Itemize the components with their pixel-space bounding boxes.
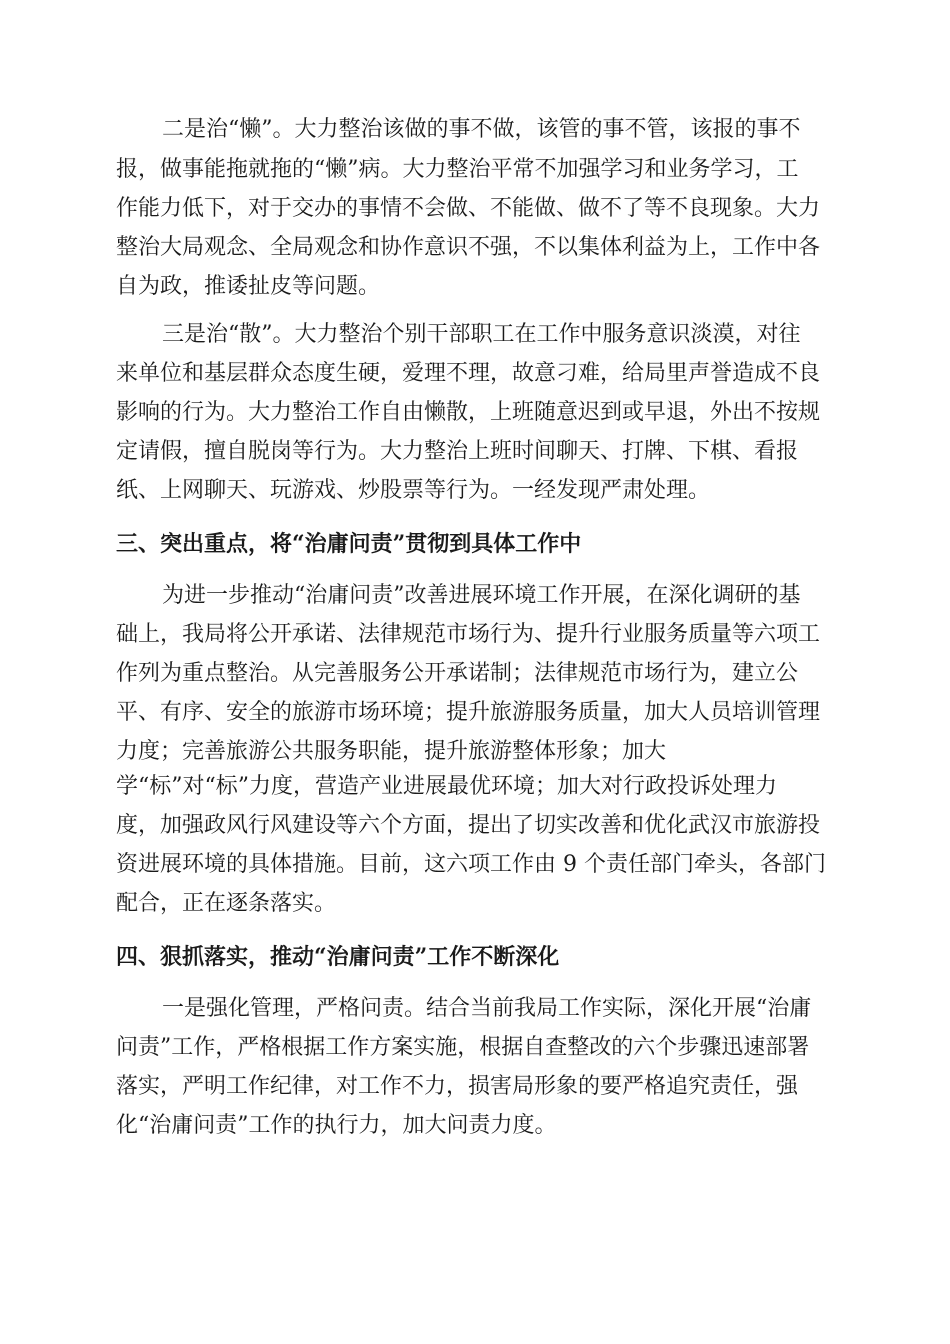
text-line: 资进展环境的具体措施。目前，这六项工作由 9 个责任部门牵头，各部门	[116, 852, 826, 877]
text-line: 平、有序、安全的旅游市场环境；提升旅游服务质量，加大人员培训管理	[116, 700, 821, 725]
text-line: 定请假，擅自脱岗等行为。大力整治上班时间聊天、打牌、下棋、看报	[116, 439, 799, 464]
section-heading-4: 四、狠抓落实，推动“治庸问责”工作不断深化	[116, 944, 560, 970]
text-line: 度，加强政风行风建设等六个方面，提出了切实改善和优化武汉市旅游投	[116, 813, 821, 838]
text-line: 础上，我局将公开承诺、法律规范市场行为、提升行业服务质量等六项工	[116, 622, 821, 647]
text-line: 纸、上网聊天、玩游戏、炒股票等行为。一经发现严肃处理。	[116, 478, 711, 503]
text-line: 影响的行为。大力整治工作自由懒散，上班随意迟到或早退，外出不按规	[116, 400, 821, 425]
text-line: 化“治庸问责”工作的执行力，加大问责力度。	[116, 1113, 557, 1138]
text-line: 落实，严明工作纪律，对工作不力，损害局形象的要严格追究责任，强	[116, 1074, 799, 1099]
text-line: 整治大局观念、全局观念和协作意识不强，不以集体利益为上，工作中各	[116, 235, 821, 260]
text-line: 学“标”对“标”力度，营造产业进展最优环境；加大对行政投诉处理力	[116, 774, 777, 799]
text-line: 来单位和基层群众态度生硬，爱理不理，故意刁难，给局里声誉造成不良	[116, 361, 821, 386]
text-line: 一是强化管理，严格问责。结合当前我局工作实际，深化开展“治庸	[162, 996, 812, 1021]
section-heading-3: 三、突出重点，将“治庸问责”贯彻到具体工作中	[116, 531, 582, 557]
text-line: 为进一步推动“治庸问责”改善进展环境工作开展，在深化调研的基	[162, 583, 801, 608]
text-line: 二是治“懒”。大力整治该做的事不做，该管的事不管，该报的事不	[162, 117, 801, 142]
text-line: 配合，正在逐条落实。	[116, 891, 337, 916]
text-line: 问责”工作，严格根据工作方案实施，根据自查整改的六个步骤迅速部署	[116, 1035, 810, 1060]
text-line: 自为政，推诿扯皮等问题。	[116, 274, 381, 299]
text-line: 报，做事能拖就拖的“懒”病。大力整治平常不加强学习和业务学习，工	[116, 157, 799, 182]
text-line: 力度；完善旅游公共服务职能，提升旅游整体形象；加大	[116, 739, 667, 764]
text-line: 作能力低下，对于交办的事情不会做、不能做、做不了等不良现象。大力	[116, 196, 821, 221]
text-line: 作列为重点整治。从完善服务公开承诺制；法律规范市场行为，建立公	[116, 661, 799, 686]
text-line: 三是治“散”。大力整治个别干部职工在工作中服务意识淡漠，对往	[162, 322, 801, 347]
